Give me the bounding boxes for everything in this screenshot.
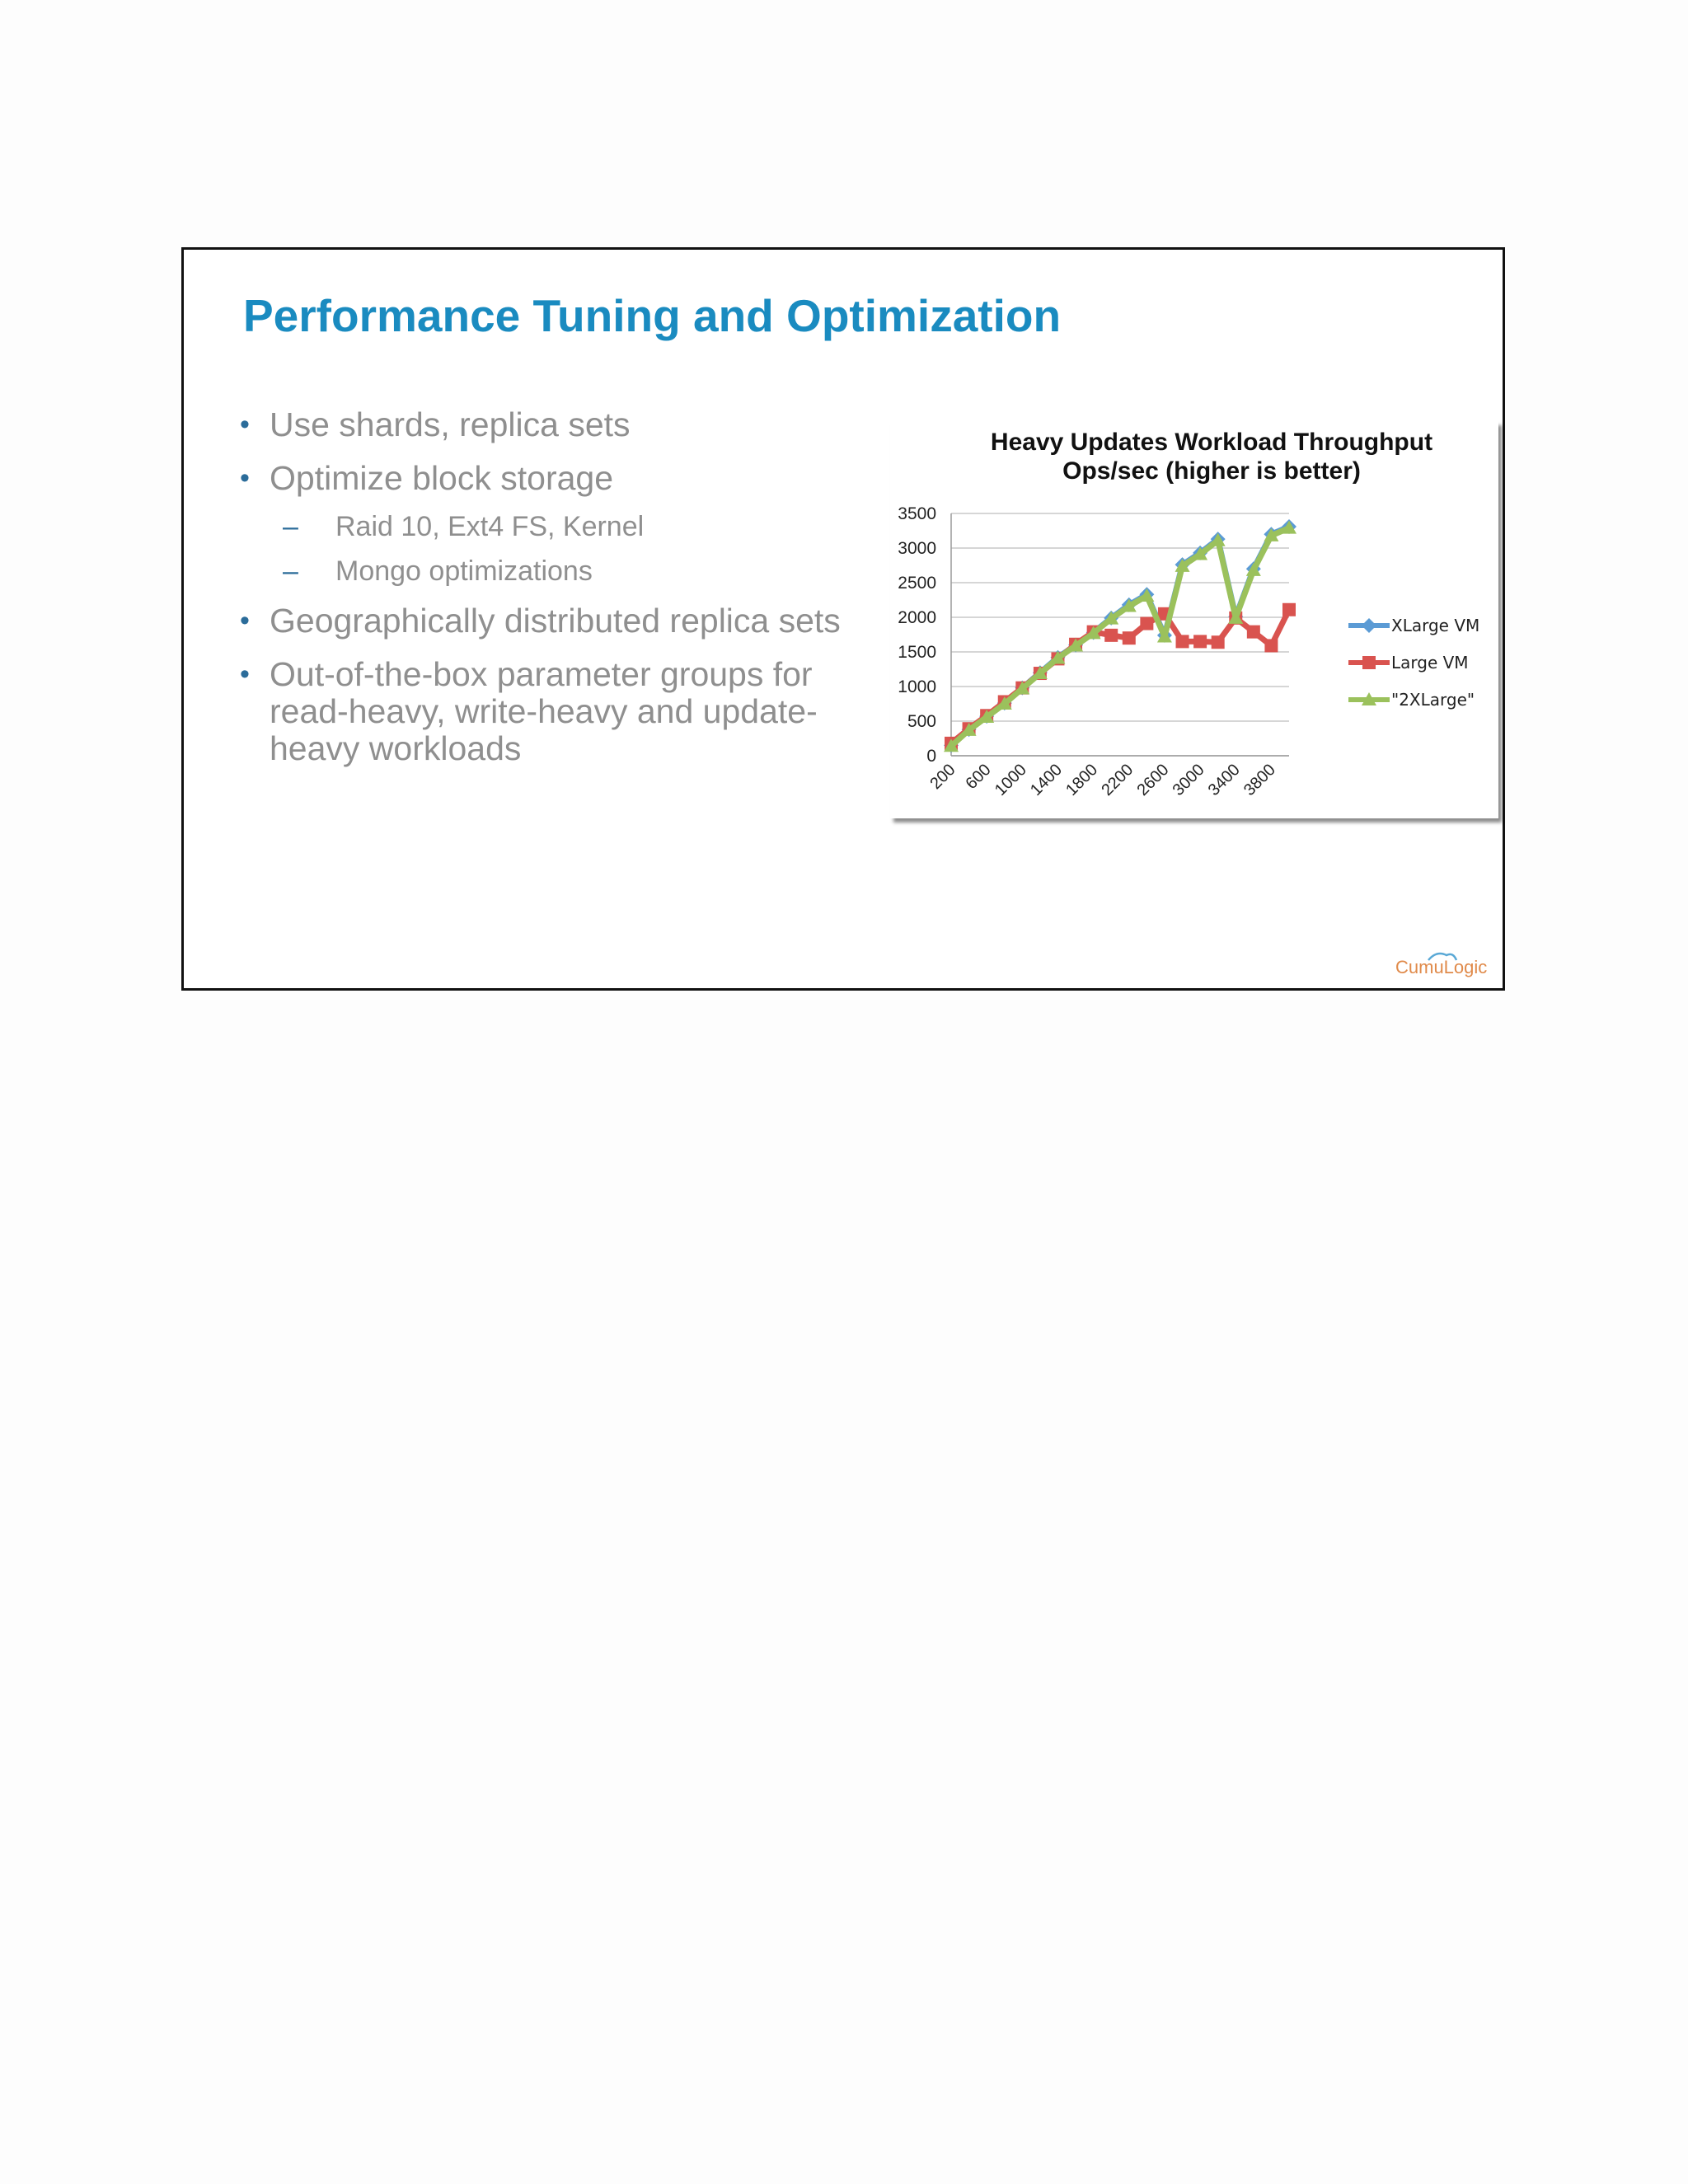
slide xyxy=(181,247,1505,991)
dash-icon: – xyxy=(283,555,298,587)
large-vm-point xyxy=(1176,635,1189,648)
y-tick-label: 1000 xyxy=(898,677,936,696)
large-vm-point xyxy=(1123,631,1136,644)
bullet-text-line: Out-of-the-box parameter groups for xyxy=(270,655,813,693)
large-vm-point xyxy=(1212,635,1225,649)
large-vm-point xyxy=(1140,617,1153,630)
large-vm-series-line xyxy=(951,610,1289,743)
large-vm-point xyxy=(1247,626,1260,639)
x-tick-label: 2200 xyxy=(1098,760,1137,800)
cumulogic-logo xyxy=(1395,947,1494,980)
bullet-dot-icon: • xyxy=(240,409,250,440)
y-tick-label: 0 xyxy=(926,747,936,766)
sub-bullet-text: Mongo optimizations xyxy=(335,555,593,587)
bullet-text-line: read-heavy, write-heavy and update- xyxy=(270,692,818,730)
bullet-dot-icon: • xyxy=(240,462,250,494)
x-tick-label: 3000 xyxy=(1169,760,1208,800)
chart-title: Heavy Updates Workload Throughput xyxy=(990,429,1433,456)
logo-text: CumuLogic xyxy=(1395,957,1488,977)
x-tick-label: 3400 xyxy=(1204,760,1244,800)
bullet-text: Use shards, replica sets xyxy=(270,405,631,443)
chart-subtitle: Ops/sec (higher is better) xyxy=(1062,457,1361,485)
bullet-text: Optimize block storage xyxy=(270,459,614,497)
x-tick-label: 1000 xyxy=(991,760,1030,800)
large-vm-point xyxy=(1264,639,1278,652)
legend-label: "2XLarge" xyxy=(1391,690,1475,710)
bullet-text-line: heavy workloads xyxy=(270,729,522,767)
y-tick-label: 1500 xyxy=(898,643,936,662)
x-tick-label: 1400 xyxy=(1026,760,1067,800)
legend-large-vm-point xyxy=(1362,656,1376,669)
large-vm-point xyxy=(1193,635,1207,648)
bullet-dot-icon: • xyxy=(240,658,250,690)
line-chart xyxy=(890,421,1498,818)
x-tick-label: 2600 xyxy=(1133,760,1173,800)
x-tick-label: 200 xyxy=(926,760,959,794)
sub-bullet-text: Raid 10, Ext4 FS, Kernel xyxy=(335,511,645,542)
y-tick-label: 2500 xyxy=(898,574,936,593)
legend-label: XLarge VM xyxy=(1391,616,1480,635)
y-tick-label: 3000 xyxy=(898,539,936,558)
chart-container xyxy=(890,421,1498,818)
bullet-dot-icon: • xyxy=(240,605,250,636)
x-tick-label: 3800 xyxy=(1240,760,1279,800)
bullet-text: Geographically distributed replica sets xyxy=(270,602,841,640)
x-tick-label: 1800 xyxy=(1062,760,1102,800)
dash-icon: – xyxy=(283,511,298,542)
y-tick-label: 500 xyxy=(907,712,936,731)
large-vm-point xyxy=(1104,629,1118,642)
legend-xlarge-vm-point xyxy=(1362,618,1376,633)
x-tick-label: 600 xyxy=(962,760,995,794)
legend-label: Large VM xyxy=(1391,653,1469,673)
y-tick-label: 2000 xyxy=(898,608,936,627)
y-tick-label: 3500 xyxy=(898,504,936,523)
large-vm-point xyxy=(1282,603,1296,616)
slide-title: Performance Tuning and Optimization xyxy=(243,290,1062,341)
